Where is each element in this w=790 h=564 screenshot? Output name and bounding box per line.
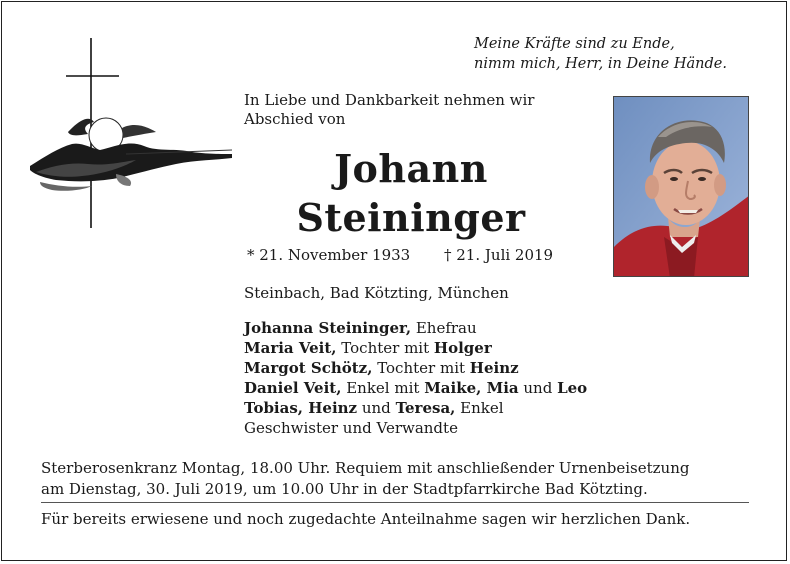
motto-verse xyxy=(474,34,764,74)
places: Steinbach, Bad Kötzting, München xyxy=(244,284,509,302)
cross-sun-mountains-icon xyxy=(26,36,236,232)
mourners-list xyxy=(244,318,587,438)
intro-line: Abschied von xyxy=(244,110,346,128)
last-name: Steininger xyxy=(296,195,526,240)
deceased-name xyxy=(244,144,578,242)
mourner-line: Daniel Veit, Enkel mit Maike, Mia und Leo xyxy=(244,379,588,397)
intro-line: In Liebe und Dankbarkeit nehmen wir xyxy=(244,91,535,109)
motto-line: nimm mich, Herr, in Deine Hände. xyxy=(474,56,727,72)
motto-line: Meine Kräfte sind zu Ende, xyxy=(474,36,675,52)
funeral-info xyxy=(41,458,761,500)
mourner-line: Maria Veit, Tochter mit Holger xyxy=(244,339,492,357)
mourner-line: Tobias, Heinz und Teresa, Enkel xyxy=(244,399,504,417)
divider xyxy=(41,502,749,503)
portrait-photo xyxy=(613,96,749,277)
portrait-image xyxy=(614,97,749,277)
birth-date: * 21. November 1933 xyxy=(247,246,411,264)
mourner-line: Johanna Steininger, Ehefrau xyxy=(244,319,477,337)
death-date: † 21. Juli 2019 xyxy=(444,246,554,264)
mourner-line: Margot Schötz, Tochter mit Heinz xyxy=(244,359,519,377)
funeral-line: Sterberosenkranz Montag, 18.00 Uhr. Requiem mit anschließender Urnenbeisetzung xyxy=(41,459,690,477)
first-name: Johann xyxy=(334,146,488,191)
intro-text xyxy=(244,91,594,129)
thanks-text: Für bereits erwiesene und noch zugedachte Anteilnahme sagen wir herzlichen Dank. xyxy=(41,510,691,528)
mourner-line: Geschwister und Verwandte xyxy=(244,419,458,437)
funeral-line: am Dienstag, 30. Juli 2019, um 10.00 Uhr in der Stadtpfarrkirche Bad Kötzting. xyxy=(41,480,648,498)
